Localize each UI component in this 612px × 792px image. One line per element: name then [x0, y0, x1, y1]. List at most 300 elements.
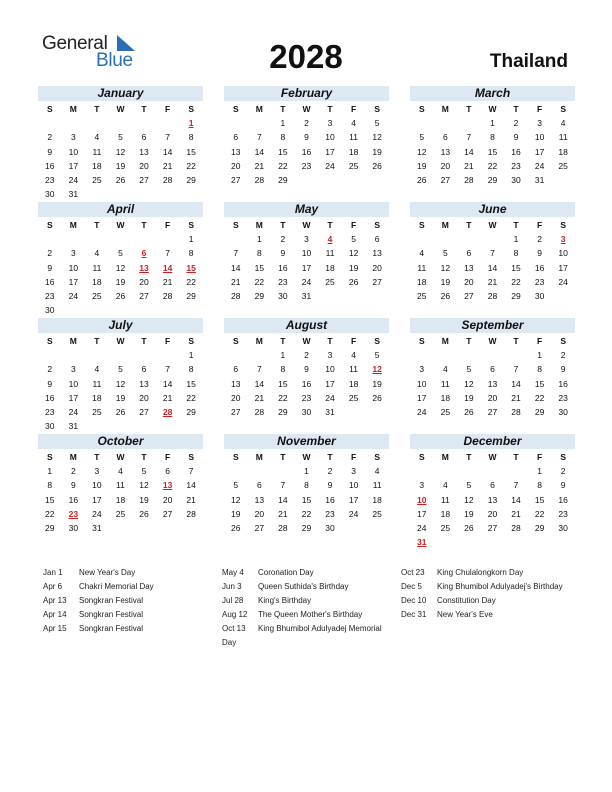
week-row: [38, 303, 203, 317]
day-cell: 13: [487, 378, 498, 389]
weekday-label: S: [374, 220, 380, 230]
day-cell: 21: [254, 160, 265, 171]
weekday-header-row: [224, 450, 389, 464]
empty-day-cell: [365, 173, 389, 187]
day-cell: 31: [325, 407, 335, 418]
empty-day-cell: [179, 303, 203, 317]
weekday-label: S: [374, 104, 380, 114]
day-cell: 30: [45, 305, 55, 316]
day-cell: 25: [558, 160, 568, 171]
holiday-column: [43, 566, 213, 636]
weekday-label: T: [327, 336, 333, 346]
day-cell: 22: [186, 160, 196, 171]
weekday-label: M: [255, 452, 263, 462]
weekday-label: S: [232, 104, 239, 114]
day-cell: 18: [92, 276, 102, 287]
day-cell: 16: [45, 276, 55, 287]
day-cell: 3: [304, 234, 309, 244]
weekday-label: W: [116, 220, 125, 230]
day-cell: 30: [325, 523, 335, 534]
day-cell: 17: [417, 392, 427, 403]
empty-day-cell: [342, 521, 366, 535]
day-cell: 15: [278, 378, 288, 389]
day-cell: 9: [280, 248, 286, 259]
day-cell: 7: [513, 480, 519, 491]
day-cell: 7: [513, 364, 519, 375]
day-cell: 20: [440, 160, 451, 171]
day-cell: 8: [280, 132, 286, 143]
holiday-entry: [401, 580, 566, 594]
weekday-header-row: [38, 218, 203, 232]
week-row: [38, 159, 203, 173]
empty-day-cell: [248, 464, 272, 478]
week-row: [38, 348, 203, 362]
weekday-label: S: [232, 452, 239, 462]
holiday-entry: [43, 594, 213, 608]
day-cell: 24: [301, 276, 312, 287]
day-cell: 27: [231, 407, 241, 418]
weekday-label: F: [536, 336, 543, 346]
day-cell: 19: [231, 508, 241, 519]
day-cell: 20: [487, 508, 498, 519]
weekday-label: M: [441, 104, 449, 114]
weekday-header-row: [38, 334, 203, 348]
day-cell: 25: [325, 276, 335, 287]
week-row: [410, 246, 575, 260]
day-cell: 9: [537, 248, 542, 259]
day-cell: 7: [233, 248, 239, 259]
day-cell: 10: [68, 146, 79, 157]
day-cell: 26: [440, 291, 451, 302]
empty-day-cell: [295, 173, 319, 187]
holiday-name: King Bhumibol Adulyadej Memorial Day: [222, 624, 382, 647]
day-cell: 7: [256, 132, 262, 143]
day-cell: 9: [47, 262, 53, 273]
holiday-name: New Year's Eve: [437, 610, 493, 619]
day-cell: 12: [440, 262, 451, 273]
holiday-name: Songkran Festival: [79, 610, 144, 619]
day-cell: 4: [442, 364, 448, 375]
day-cell: 6: [490, 364, 495, 375]
day-cell: 28: [487, 291, 498, 302]
day-cell: 11: [372, 480, 382, 491]
day-cell: 25: [92, 407, 102, 418]
weekday-label: S: [560, 104, 566, 114]
day-cell: 21: [231, 276, 241, 287]
empty-day-cell: [457, 348, 481, 362]
empty-day-cell: [434, 348, 458, 362]
holiday-date: Apr 15: [43, 624, 67, 633]
weekday-label: W: [116, 104, 125, 114]
weekday-header-row: [410, 450, 575, 464]
empty-day-cell: [224, 348, 248, 362]
day-cell: 20: [231, 392, 241, 403]
day-cell: 24: [558, 276, 568, 287]
empty-day-cell: [85, 348, 109, 362]
weekday-label: T: [466, 104, 472, 114]
holiday-day-cell: 14: [162, 262, 173, 273]
day-cell: 16: [558, 378, 568, 389]
day-cell: 23: [278, 276, 288, 287]
day-cell: 14: [186, 480, 196, 491]
holiday-entry: [401, 594, 566, 608]
day-cell: 5: [419, 132, 425, 143]
day-cell: 21: [464, 160, 474, 171]
empty-day-cell: [132, 419, 156, 433]
holiday-entry: [43, 622, 213, 636]
holiday-name: Songkran Festival: [79, 596, 144, 605]
weekday-label: T: [280, 452, 286, 462]
weekday-label: W: [302, 104, 311, 114]
empty-day-cell: [481, 348, 505, 362]
day-cell: 7: [165, 364, 170, 375]
week-row: [224, 348, 389, 362]
empty-day-cell: [156, 116, 180, 130]
day-cell: 11: [440, 378, 450, 389]
day-cell: 29: [301, 523, 312, 534]
holiday-entry: [222, 594, 392, 608]
month-july: [38, 318, 203, 434]
day-cell: 23: [325, 508, 335, 519]
holiday-name: Chakri Memorial Day: [79, 582, 154, 591]
day-cell: 14: [254, 146, 265, 157]
weekday-label: F: [536, 452, 543, 462]
day-cell: 3: [94, 466, 100, 476]
day-cell: 6: [141, 364, 147, 375]
week-row: [224, 130, 389, 144]
day-cell: 11: [116, 480, 125, 491]
weekday-label: F: [164, 220, 171, 230]
day-cell: 17: [325, 378, 335, 389]
weekday-header-row: [224, 218, 389, 232]
weekday-label: T: [94, 452, 100, 462]
holiday-name: Songkran Festival: [79, 624, 144, 633]
day-cell: 1: [537, 466, 542, 476]
empty-day-cell: [551, 535, 575, 549]
day-cell: 13: [139, 146, 149, 157]
day-cell: 29: [254, 291, 265, 302]
empty-day-cell: [109, 116, 133, 130]
day-cell: 17: [68, 276, 79, 287]
day-cell: 26: [372, 160, 382, 171]
holiday-day-cell: 15: [186, 262, 196, 273]
day-cell: 16: [534, 262, 545, 273]
holiday-date: Apr 6: [43, 582, 63, 591]
day-cell: 6: [374, 234, 380, 244]
day-cell: 12: [115, 378, 126, 389]
day-cell: 19: [115, 276, 126, 287]
week-row: [38, 116, 203, 130]
week-row: [410, 261, 575, 275]
week-row: [224, 116, 389, 130]
month-title: March: [410, 86, 575, 101]
empty-day-cell: [457, 116, 481, 130]
day-cell: 10: [68, 378, 79, 389]
day-cell: 18: [440, 508, 451, 519]
day-cell: 15: [534, 494, 545, 505]
day-cell: 30: [45, 189, 55, 200]
month-october: [38, 434, 203, 535]
day-cell: 3: [419, 364, 425, 375]
weekday-header-row: [224, 334, 389, 348]
day-cell: 19: [372, 146, 382, 157]
day-cell: 17: [534, 146, 545, 157]
week-row: [38, 478, 203, 492]
day-cell: 17: [417, 508, 427, 519]
month-title: August: [224, 318, 389, 333]
day-cell: 12: [372, 132, 382, 143]
weekday-label: S: [232, 220, 239, 230]
month-august: [224, 318, 389, 419]
weekday-label: T: [94, 220, 100, 230]
day-cell: 4: [419, 248, 425, 259]
week-row: [38, 391, 203, 405]
day-cell: 9: [304, 132, 309, 143]
empty-day-cell: [434, 232, 458, 246]
week-row: [224, 507, 389, 521]
empty-day-cell: [342, 173, 366, 187]
empty-day-cell: [132, 116, 156, 130]
week-row: [410, 464, 575, 478]
day-cell: 1: [304, 466, 309, 476]
day-cell: 9: [327, 480, 333, 491]
day-cell: 27: [162, 508, 173, 519]
day-cell: 19: [417, 160, 427, 171]
day-cell: 25: [92, 175, 102, 186]
day-cell: 10: [92, 480, 102, 491]
day-cell: 18: [372, 494, 382, 505]
day-cell: 12: [231, 494, 241, 505]
week-row: [410, 362, 575, 376]
empty-day-cell: [410, 116, 434, 130]
month-june: [410, 202, 575, 303]
week-row: [224, 275, 389, 289]
weekday-label: S: [418, 452, 425, 462]
weekday-label: S: [188, 336, 194, 346]
weekday-label: T: [141, 104, 147, 114]
week-row: [38, 173, 203, 187]
day-cell: 12: [115, 146, 126, 157]
week-row: [410, 289, 575, 303]
day-cell: 5: [442, 248, 448, 259]
weekday-label: T: [327, 220, 333, 230]
week-row: [410, 130, 575, 144]
day-cell: 6: [466, 248, 472, 259]
day-cell: 27: [231, 175, 241, 186]
empty-day-cell: [85, 303, 109, 317]
weekday-label: F: [350, 104, 357, 114]
day-cell: 29: [45, 523, 55, 534]
day-cell: 27: [254, 523, 265, 534]
holiday-column: [222, 566, 392, 650]
holiday-date: Jul 28: [222, 596, 244, 605]
day-cell: 9: [47, 146, 53, 157]
week-row: [38, 377, 203, 391]
day-cell: 8: [188, 132, 194, 143]
month-title: January: [38, 86, 203, 101]
day-cell: 13: [231, 378, 241, 389]
weekday-label: T: [327, 104, 333, 114]
day-cell: 28: [162, 175, 173, 186]
day-cell: 14: [254, 378, 265, 389]
holiday-entry: [222, 580, 392, 594]
month-march: [410, 86, 575, 187]
day-cell: 26: [464, 523, 474, 534]
weekday-label: F: [164, 104, 171, 114]
weekday-label: T: [466, 452, 472, 462]
empty-day-cell: [457, 232, 481, 246]
week-row: [224, 232, 389, 246]
day-cell: 14: [487, 262, 498, 273]
empty-day-cell: [156, 348, 180, 362]
week-row: [224, 261, 389, 275]
day-cell: 4: [351, 118, 356, 128]
day-cell: 21: [511, 392, 521, 403]
empty-day-cell: [62, 348, 86, 362]
empty-day-cell: [132, 187, 156, 201]
weekday-label: T: [141, 452, 147, 462]
day-cell: 21: [186, 494, 196, 505]
day-cell: 15: [301, 494, 312, 505]
day-cell: 10: [558, 248, 568, 259]
day-cell: 28: [186, 508, 196, 519]
weekday-label: T: [280, 220, 286, 230]
day-cell: 23: [558, 508, 568, 519]
day-cell: 11: [349, 132, 358, 143]
weekday-header-row: [410, 218, 575, 232]
empty-day-cell: [434, 464, 458, 478]
day-cell: 20: [139, 160, 149, 171]
day-cell: 12: [417, 146, 427, 157]
week-row: [224, 405, 389, 419]
day-cell: 6: [233, 132, 239, 143]
day-cell: 5: [374, 118, 380, 128]
day-cell: 17: [68, 392, 79, 403]
day-cell: 30: [278, 291, 288, 302]
day-cell: 21: [511, 508, 521, 519]
day-cell: 28: [162, 291, 173, 302]
day-cell: 26: [231, 523, 241, 534]
day-cell: 29: [278, 407, 288, 418]
weekday-label: S: [418, 220, 425, 230]
day-cell: 10: [417, 378, 427, 389]
day-cell: 24: [325, 160, 335, 171]
holiday-day-cell: 28: [162, 407, 173, 418]
weekday-label: M: [441, 336, 449, 346]
day-cell: 19: [348, 262, 359, 273]
day-cell: 16: [278, 262, 288, 273]
week-row: [38, 521, 203, 535]
holiday-entry: [43, 608, 213, 622]
day-cell: 8: [537, 480, 542, 491]
week-row: [410, 521, 575, 535]
week-row: [224, 377, 389, 391]
day-cell: 16: [301, 378, 312, 389]
day-cell: 8: [188, 364, 194, 375]
day-cell: 1: [513, 234, 519, 244]
day-cell: 27: [372, 276, 382, 287]
weekday-label: T: [94, 104, 100, 114]
day-cell: 8: [537, 364, 542, 375]
empty-day-cell: [156, 303, 180, 317]
weekday-label: T: [513, 452, 519, 462]
day-cell: 5: [118, 364, 123, 375]
day-cell: 2: [560, 466, 566, 476]
day-cell: 16: [45, 392, 55, 403]
weekday-label: S: [46, 452, 53, 462]
holiday-name: Coronation Day: [258, 568, 314, 577]
week-row: [224, 521, 389, 535]
weekday-label: S: [232, 336, 239, 346]
empty-day-cell: [109, 187, 133, 201]
week-row: [38, 187, 203, 201]
day-cell: 15: [186, 378, 196, 389]
day-cell: 31: [92, 523, 102, 534]
empty-day-cell: [109, 419, 133, 433]
empty-day-cell: [365, 405, 389, 419]
week-row: [410, 391, 575, 405]
week-row: [410, 507, 575, 521]
country-name: Thailand: [489, 51, 568, 72]
empty-day-cell: [85, 419, 109, 433]
empty-day-cell: [551, 173, 575, 187]
day-cell: 23: [534, 276, 545, 287]
day-cell: 29: [186, 175, 196, 186]
empty-day-cell: [156, 521, 180, 535]
weekday-label: T: [141, 220, 147, 230]
day-cell: 2: [513, 118, 519, 128]
day-cell: 11: [417, 262, 427, 273]
week-row: [410, 159, 575, 173]
weekday-label: S: [188, 104, 194, 114]
week-row: [410, 232, 575, 246]
day-cell: 2: [47, 132, 53, 143]
day-cell: 23: [511, 160, 521, 171]
day-cell: 12: [464, 378, 474, 389]
weekday-label: T: [280, 336, 286, 346]
day-cell: 16: [325, 494, 335, 505]
empty-day-cell: [156, 419, 180, 433]
empty-day-cell: [38, 348, 62, 362]
holiday-date: Oct 23: [401, 568, 425, 577]
holiday-name: Queen Suthida's Birthday: [258, 582, 349, 591]
holiday-date: Apr 14: [43, 610, 67, 619]
weekday-label: S: [418, 336, 425, 346]
day-cell: 12: [348, 248, 359, 259]
day-cell: 21: [487, 276, 498, 287]
day-cell: 25: [440, 407, 451, 418]
day-cell: 29: [186, 291, 196, 302]
empty-day-cell: [457, 464, 481, 478]
day-cell: 13: [139, 378, 149, 389]
day-cell: 25: [417, 291, 427, 302]
day-cell: 24: [325, 392, 335, 403]
day-cell: 23: [45, 291, 55, 302]
day-cell: 25: [440, 523, 451, 534]
day-cell: 28: [254, 407, 265, 418]
day-cell: 20: [162, 494, 173, 505]
day-cell: 5: [351, 234, 356, 244]
weekday-label: W: [488, 336, 497, 346]
day-cell: 6: [141, 132, 147, 143]
holiday-day-cell: 1: [188, 118, 194, 128]
empty-day-cell: [109, 303, 133, 317]
week-row: [38, 405, 203, 419]
month-november: [224, 434, 389, 535]
week-row: [38, 232, 203, 246]
day-cell: 26: [115, 175, 126, 186]
weekday-label: T: [513, 220, 519, 230]
